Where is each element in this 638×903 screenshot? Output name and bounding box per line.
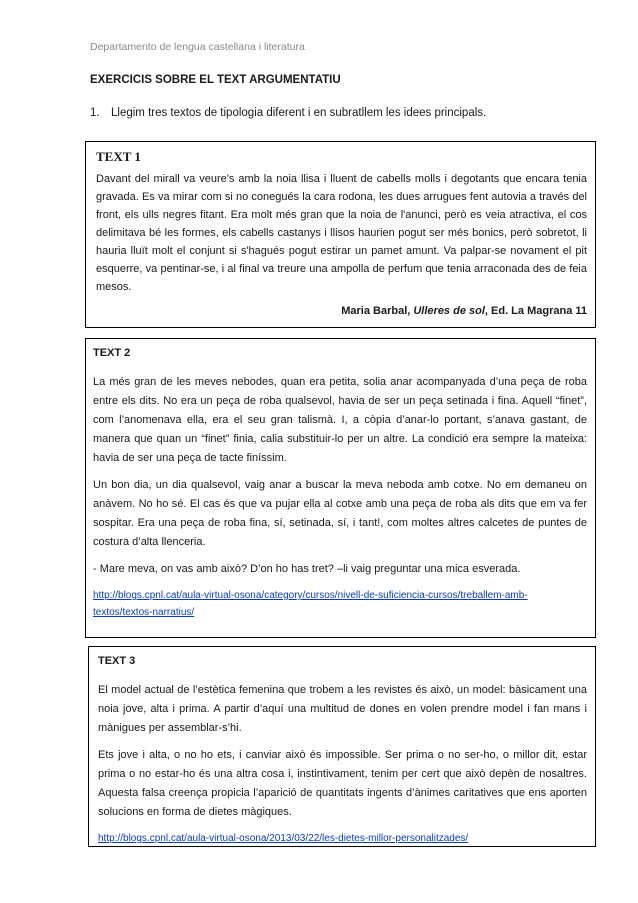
instruction-text: Llegim tres textos de tipologia diferent i en subratllem les idees principals.	[111, 107, 487, 119]
page-title: EXERCICIS SOBRE EL TEXT ARGUMENTATIU	[90, 74, 341, 86]
instruction	[90, 107, 486, 119]
text-3-paragraph-1: El model actual de l’estètica femenina que trobem a les revistes és això, un model: bàsicament una noia jove, alta i prima. A partir d’aquí una multitud de dones en volen prendre model i fan mans i mànigues per assemblar-s’hi.	[98, 684, 587, 734]
citation-author: Maria Barbal,	[341, 305, 414, 317]
instruction-number: 1.	[90, 107, 100, 119]
citation-work: Ulleres de sol	[413, 305, 485, 317]
text-3-heading: TEXT 3	[98, 655, 136, 667]
text-3-box	[88, 646, 596, 847]
text-2-paragraph-1: La més gran de les meves nebodes, quan era petita, solia anar acompanyada d’una peça de roba entre els dits. No era un peça de roba qualsevol, havia de ser un peça setinada i fina. Aquell “finet”, com l’anomenava ella, era el seu gran talismà. I, a còpia d’anar-lo portant, s’anava gastant, de manera que quan un “finet” finia, calia substituir-lo per un altre. La condició era sempre la mateixa: havia de ser una peça de tacte finíssim.	[93, 376, 587, 464]
text-2-box	[85, 338, 596, 638]
text-2-paragraph-3: - Mare meva, on vas amb això? D’on ho has tret? –li vaig preguntar una mica esverada.	[93, 563, 521, 575]
text-2-paragraph-2: Un bon dia, un dia qualsevol, vaig anar a buscar la meva neboda amb cotxe. No em demaneu on anàvem. No ho sé. El cas és que va pujar ella al cotxe amb una peça de roba als dits que em va fer sospitar. Era una peça de roba fina, sí, setinada, sí, i tant!, com moltes altres calcetes de puntes de costura d’alta llenceria.	[93, 479, 587, 548]
text-2-source-link[interactable]: http://blogs.cpnl.cat/aula-virtual-osona/category/cursos/nivell-de-suficiencia-cursos/treballem-amb-textos/textos-narratius/	[93, 590, 528, 618]
text-2-heading: TEXT 2	[93, 347, 131, 359]
text-1-heading: TEXT 1	[96, 149, 141, 164]
text-1-citation	[96, 305, 587, 317]
text-3-source-link[interactable]: http://blogs.cpnl.cat/aula-virtual-osona/2013/03/22/les-dietes-millor-personalitzades/	[98, 833, 469, 844]
page-header: Departamento de lengua castellana i literatura	[90, 41, 305, 53]
text-1-body: Davant del mirall va veure's amb la noia llisa i lluent de cabells molls i degotants que encara tenia gravada. Es va mirar com si no conegués la cara rodona, les dues arrugues fent autovia a través del front, els ulls negres fitant. Era molt més gran que la noia de l'anunci, però es veia atractiva, el cos delimitava bé les formes, els cabells castanys i llisos haurien pogut ser més bonics, però sobretot, li hauria lluït molt el conjunt si s'hagués pogut estirar un pamet amunt. Va palpar-se novament el pit esquerre, va pentinar-se, i al final va treure una ampolla de perfum que tenia arraconada des de feia mesos.	[96, 173, 587, 293]
text-1-box	[85, 141, 596, 328]
citation-publisher: , Ed. La Magrana 11	[484, 305, 587, 317]
text-3-paragraph-2: Ets jove i alta, o no ho ets, i canviar això és impossible. Ser prima o no ser-ho, o millor dit, estar prima o no estar-ho és una altra cosa i, instintivament, tenim per cert que això depèn de nosaltres. Aquesta falsa creença propicia l’aparició de quantitats ingents d’ànimes caritatives que ens aporten solucions en forma de dietes màgiques.	[98, 749, 587, 818]
